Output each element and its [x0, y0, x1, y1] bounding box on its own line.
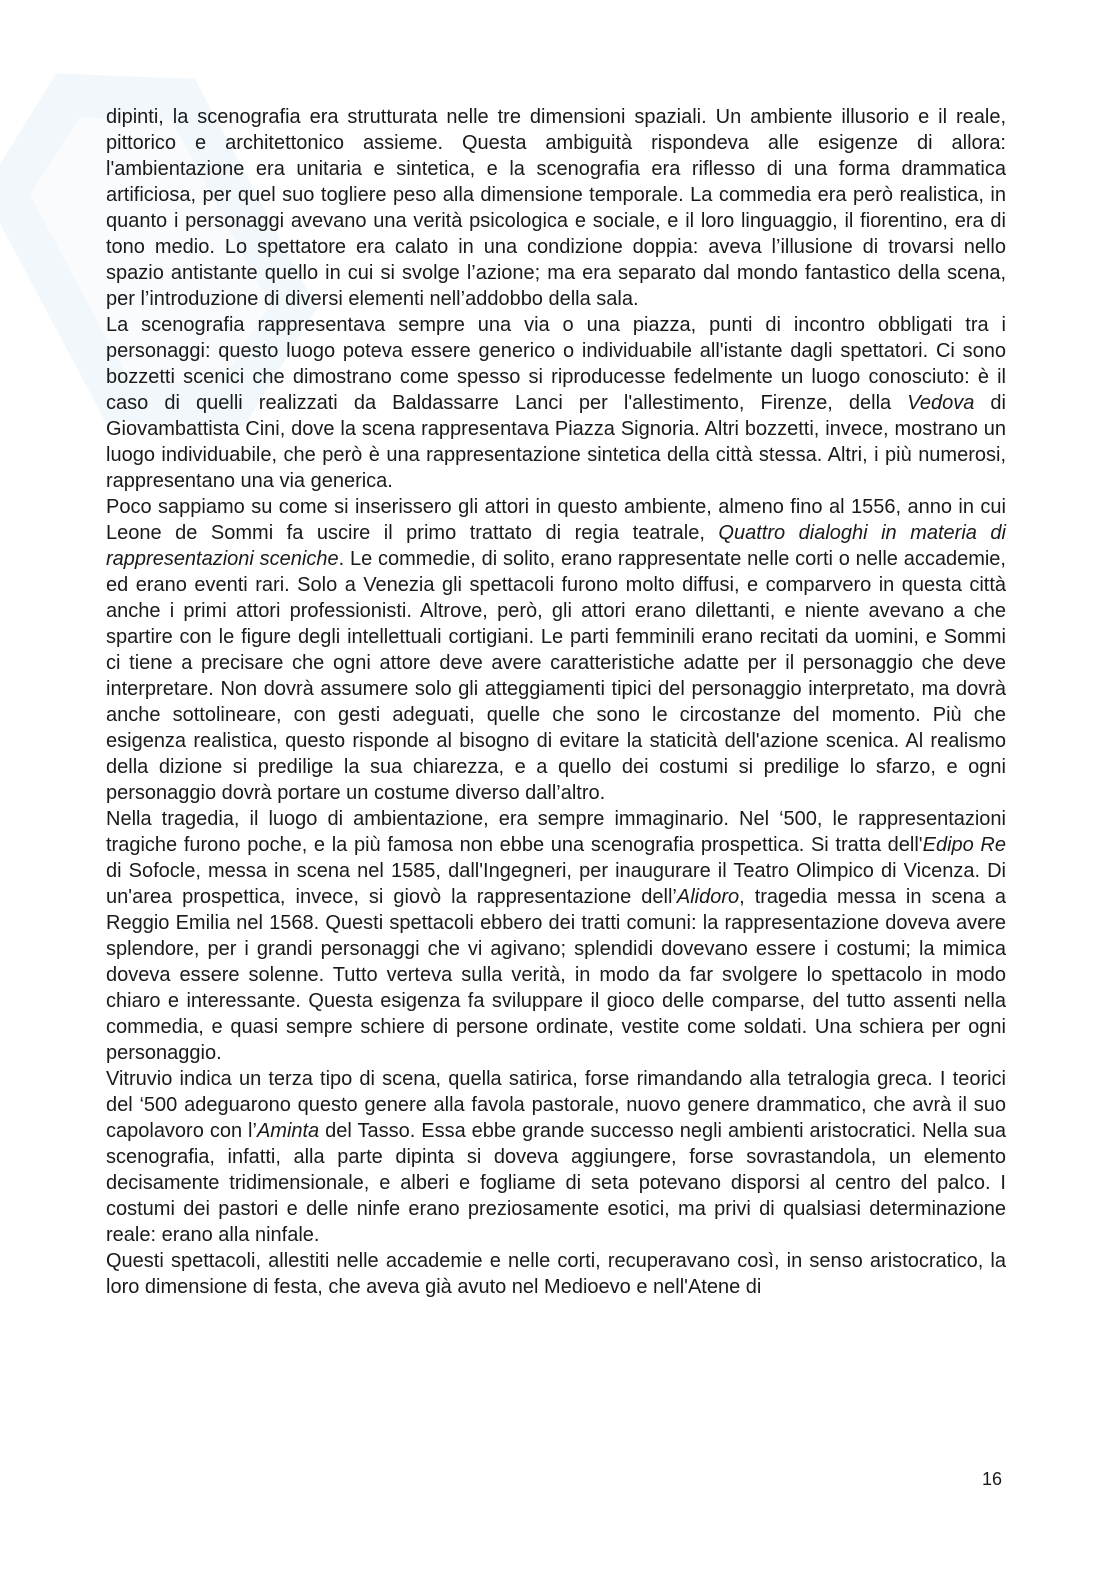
- paragraph-text: di Sofocle, messa in scena nel 1585, dall'Ingegneri, per inaugurare il Teatro Olimpico di Vicenza. Di un'area prospettica, invece, si giovò la rappresentazione dell’: [106, 860, 1006, 908]
- italic-title-text: Aminta: [256, 1120, 320, 1142]
- paragraph-text: di Giovambattista Cini, dove la scena rappresentava Piazza Signoria. Altri bozzetti, invece, mostrano un luogo individuabile, che però è una rappresentazione sintetica della città stessa. Altri, i più numerosi, rappresentano una via generica.: [106, 392, 1006, 492]
- italic-title-text: Quattro dialoghi in materia di rappresentazioni sceniche: [106, 522, 1006, 570]
- italic-title-text: Alidoro: [676, 886, 740, 908]
- paragraph-text: , tragedia messa in scena a Reggio Emilia nel 1568. Questi spettacoli ebbero dei tratti comuni: la rappresentazione doveva avere splendore, per i grandi personaggi che vi agivano; splendidi dovevano essere i costumi; la mimica doveva essere solenne. Tutto verteva sulla verità, in modo da far svolgere lo spettacolo in modo chiaro e interessante. Questa esigenza fa sviluppare il gioco delle comparse, del tutto assenti nella commedia, e quasi sempre schiere di persone ordinate, vestite come soldati. Una schiera per ogni personaggio.: [106, 886, 1006, 1064]
- italic-title-text: Edipo Re: [922, 834, 1006, 856]
- paragraph-text: Vitruvio indica un terza tipo di scena, quella satirica, forse rimandando alla tetralogia greca. I teorici del ‘500 adeguarono questo genere alla favola pastorale, nuovo genere drammatico, che avrà il suo capolavoro con l’: [106, 1068, 1006, 1142]
- paragraph-text: Questi spettacoli, allestiti nelle accademie e nelle corti, recuperavano così, in senso aristocratico, la loro dimensione di festa, che aveva già avuto nel Medioevo e nell'Atene di: [106, 1250, 1006, 1298]
- paragraph-text: Poco sappiamo su come si inserissero gli attori in questo ambiente, almeno fino al 1556, anno in cui Leone de Sommi fa uscire il primo trattato di regia teatrale,: [106, 496, 1006, 544]
- document-body: [106, 104, 1006, 1300]
- paragraph: [106, 494, 1006, 806]
- paragraph-text: Nella tragedia, il luogo di ambientazione, era sempre immaginario. Nel ‘500, le rappresentazioni tragiche furono poche, e la più famosa non ebbe una scenografia prospettica. Si tratta dell': [106, 808, 1006, 856]
- paragraph: [106, 1066, 1006, 1248]
- page-number: 16: [981, 1469, 1002, 1489]
- paragraph-text: dipinti, la scenografia era strutturata nelle tre dimensioni spaziali. Un ambiente illusorio e il reale, pittorico e architettonico assieme. Questa ambiguità rispondeva alle esigenze di allora: l'ambientazione era unitaria e sintetica, e la scenografia era riflesso di una forma drammatica artificiosa, per quel suo togliere peso alla dimensione temporale. La commedia era però realistica, in quanto i personaggi avevano una verità psicologica e sociale, e il loro linguaggio, il fiorentino, era di tono medio. Lo spettatore era calato in una condizione doppia: aveva l’illusione di trovarsi nello spazio antistante quello in cui si svolge l’azione; ma era separato dal mondo fantastico della scena, per l’introduzione di diversi elementi nell’addobbo della sala.: [106, 106, 1006, 310]
- paragraph: [106, 806, 1006, 1066]
- italic-title-text: Vedova: [907, 392, 975, 414]
- paragraph-text: . Le commedie, di solito, erano rappresentate nelle corti o nelle accademie, ed erano eventi rari. Solo a Venezia gli spettacoli furono molto diffusi, e comparvero in questa città anche i primi attori professionisti. Altrove, però, gli attori erano dilettanti, e niente avevano a che spartire con le figure degli intellettuali cortigiani. Le parti femminili erano recitati da uomini, e Sommi ci tiene a precisare che ogni attore deve avere caratteristiche adatte per il personaggio che deve interpretare. Non dovrà assumere solo gli atteggiamenti tipici del personaggio interpretato, ma dovrà anche sottolineare, con gesti adeguati, quelle che sono le circostanze del momento. Più che esigenza realistica, questo risponde al bisogno di evitare la staticità dell'azione scenica. Al realismo della dizione si predilige la sua chiarezza, e a quello dei costumi si predilige lo sfarzo, e ogni personaggio dovrà portare un costume diverso dall’altro.: [106, 548, 1006, 804]
- paragraph: [106, 104, 1006, 312]
- paragraph-text: del Tasso. Essa ebbe grande successo negli ambienti aristocratici. Nella sua scenografia, infatti, alla parte dipinta si doveva aggiungere, forse sovrastandola, un elemento decisamente tridimensionale, e alberi e fogliame di seta potevano disporsi al centro del palco. I costumi dei pastori e delle ninfe erano preziosamente esotici, ma privi di qualsiasi determinazione reale: erano alla ninfale.: [106, 1120, 1007, 1246]
- paragraph: [106, 1248, 1006, 1300]
- paragraph-text: La scenografia rappresentava sempre una via o una piazza, punti di incontro obbligati tra i personaggi: questo luogo poteva essere generico o individuabile all'istante dagli spettatori. Ci sono bozzetti scenici che dimostrano come spesso si riproducesse fedelmente un luogo conosciuto: è il caso di quelli realizzati da Baldassarre Lanci per l'allestimento, Firenze, della: [106, 314, 1006, 414]
- paragraph: [106, 312, 1006, 494]
